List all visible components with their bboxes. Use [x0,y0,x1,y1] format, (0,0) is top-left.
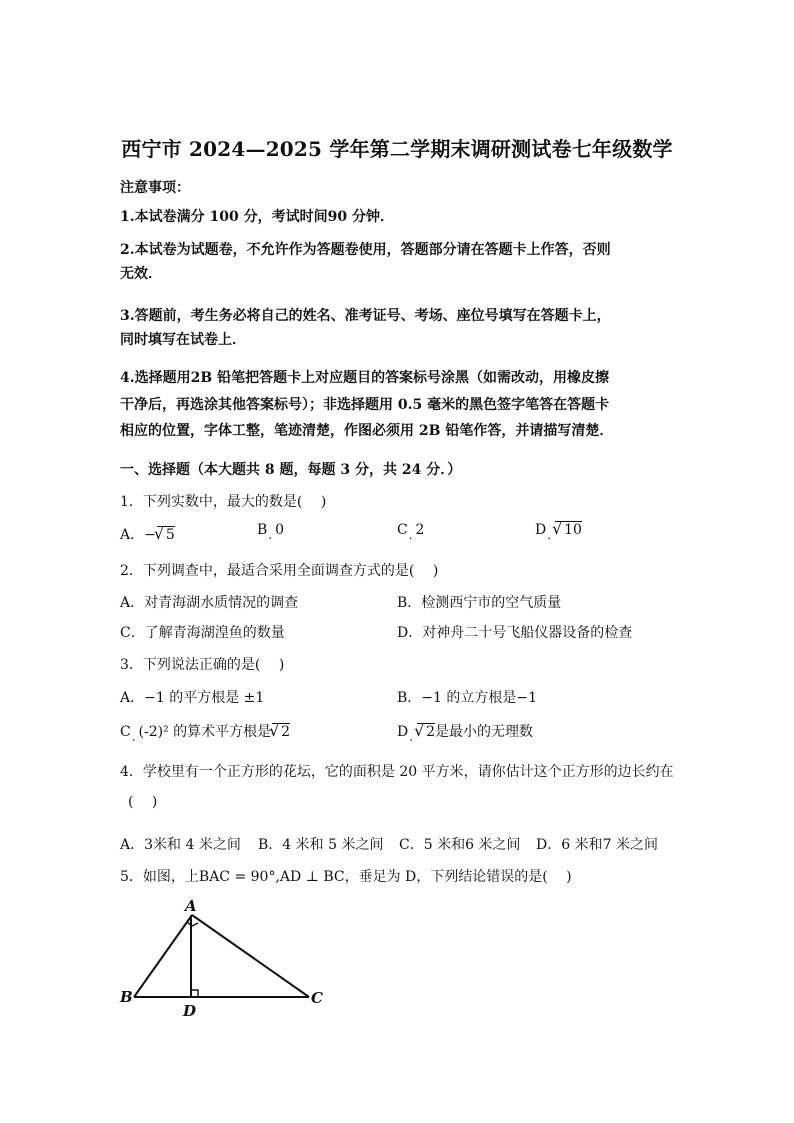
question-4-paren: ( ) [128,794,158,810]
option-d-text: 是最小的无理数 [434,724,533,740]
segment-ac [192,915,309,997]
segment-ab [134,915,192,997]
question-4-option-c: C．5 米和6 米之间 [399,837,521,853]
question-3-option-a: A．−1 的平方根是 ±1 [120,690,265,706]
notice-item-2-line-2: 无效． [120,266,162,282]
option-dot: . [409,730,414,744]
question-3-option-c [120,721,291,744]
notice-item-4-line-3: 相应的位置，字体工整，笔迹清楚，作图必须用 2B 铅笔作答，并请描写清楚． [120,423,614,439]
question-3-option-d [397,721,533,744]
question-2-option-d: D．对神舟二十号飞船仪器设备的检查 [397,625,633,641]
option-d-label: D [397,724,409,740]
option-b-value: 0 [275,522,285,538]
right-angle-mark-d [191,990,198,997]
option-c-value: 2 [415,522,425,538]
notice-item-4-line-1: 4.选择题用2B 铅笔把答题卡上对应题目的答案标号涂黑（如需改动，用橡皮擦 [120,370,610,386]
question-4-option-d: D．6 米和7 米之间 [536,837,658,853]
notice-item-2-line-1: 2.本试卷为试题卷，不允许作为答题卷使用，答题部分请在答题卡上作答，否则 [120,242,611,258]
sqrt-2: 2 √ [417,724,435,740]
label-d: D [183,1002,197,1020]
sqrt-5: 5 √ [157,527,175,543]
option-c-label: C [397,522,408,538]
notice-heading: 注意事项： [120,180,190,196]
right-angle-mark-a [187,922,198,926]
option-dot: . [408,528,413,542]
sqrt-10: 10 √ [555,522,582,538]
notice-item-3-line-1: 3.答题前，考生务必将自己的姓名、准考证号、考场、座位号填写在答题卡上， [120,308,611,324]
triangle-figure [112,895,342,1020]
question-2-option-b: B．检测西宁市的空气质量 [397,595,562,611]
option-b-label: B [257,522,268,538]
minus-sign: − [144,527,156,543]
option-d-label: D [535,522,547,538]
label-a: A [185,897,197,915]
label-c: C [311,989,323,1007]
option-dot: . [268,528,273,542]
question-2-option-a: A．对青海湖水质情况的调查 [120,595,299,611]
question-1-stem: 1．下列实数中，最大的数是( ) [120,494,327,510]
question-4-option-a: A．3米和 4 米之间 [120,837,241,853]
question-3-option-b: B．−1 的立方根是−1 [397,690,538,706]
question-3-stem: 3．下列说法正确的是( ) [120,657,285,673]
section-1-heading: 一、选择题（本大题共 8 题，每题 3 分，共 24 分．） [120,462,462,478]
question-1-option-d [535,522,582,542]
question-5-stem: 5．如图，上BAC = 90°,AD ⊥ BC，垂足为 D，下列结论错误的是( ) [120,869,572,885]
option-c-label: C [120,724,131,740]
option-a-label: A． [120,527,145,543]
option-dot: . [131,730,136,744]
exam-title: 西宁市 2024—2025 学年第二学期末调研测试卷七年级数学 [121,137,673,161]
question-4-option-b: B．4 米和 5 米之间 [258,837,384,853]
question-1-option-c [397,522,425,542]
question-1-option-a [120,524,175,544]
notice-item-4-line-2: 干净后，再选涂其他答案标号）；非选择题用 0.5 毫米的黑色签字笔答在答题卡 [120,397,610,413]
question-1-option-b [257,522,285,542]
question-4-stem: 4．学校里有一个正方形的花坛，它的面积是 20 平方米，请你估计这个正方形的边长约在 [120,764,674,780]
label-b: B [120,988,133,1006]
option-dot: . [547,528,552,542]
question-2-stem: 2．下列调查中，最适合采用全面调查方式的是( ) [120,563,439,579]
option-c-text: (-2)² 的算术平方根是 [138,724,272,740]
question-2-option-c: C．了解青海湖湟鱼的数量 [120,625,285,641]
sqrt-2: 2 √ [272,724,290,740]
notice-item-1: 1.本试卷满分 100 分，考试时间90 分钟． [120,209,394,225]
notice-item-3-line-2: 同时填写在试卷上． [120,332,246,348]
